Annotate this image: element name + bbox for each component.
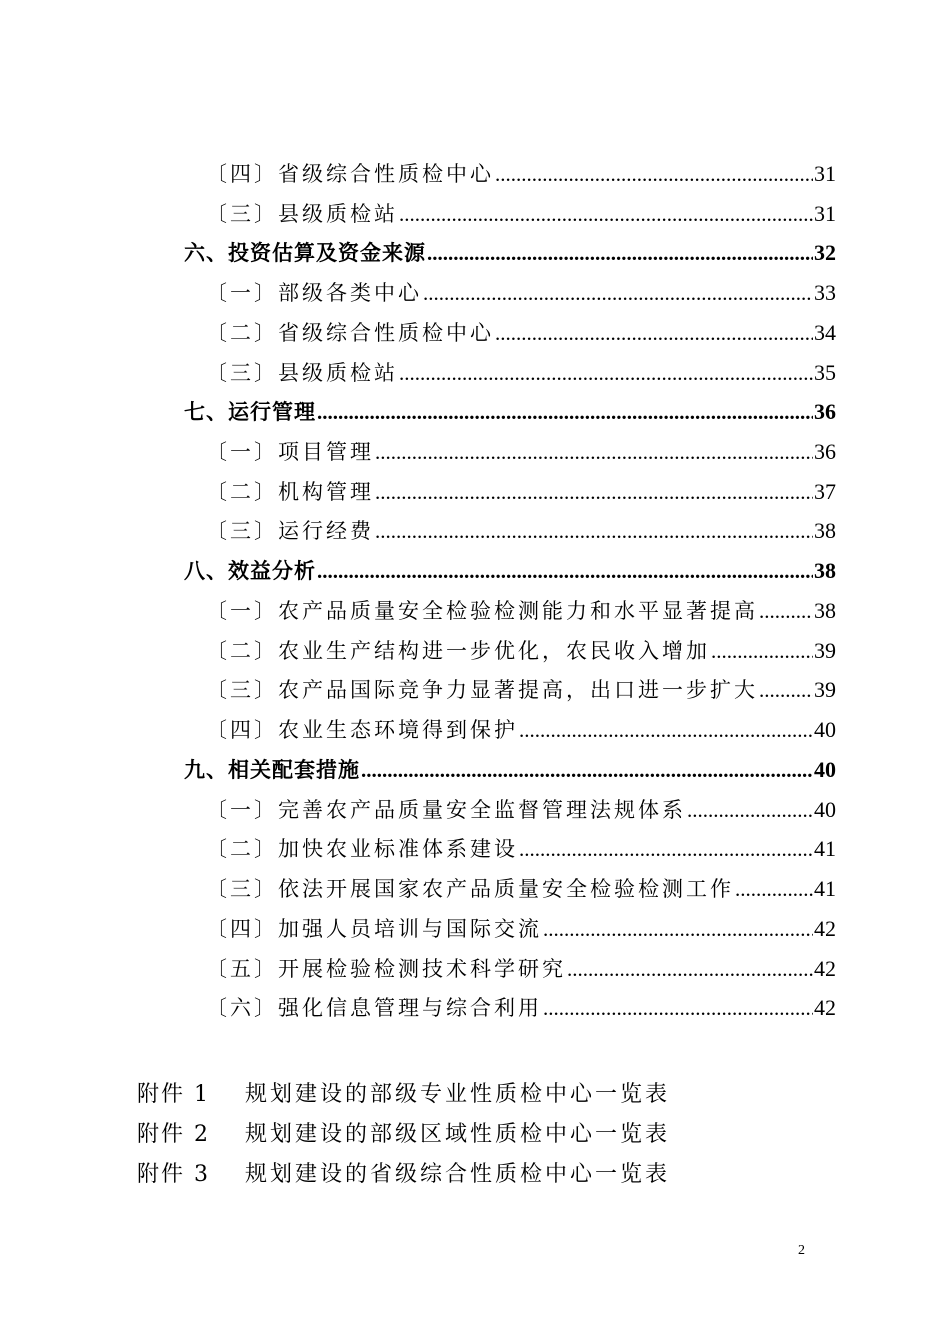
- attachment-title: 规划建设的部级区域性质检中心一览表: [245, 1122, 671, 1147]
- toc-entry-title: 〔四〕省级综合性质检中心: [206, 162, 494, 186]
- toc-dot-leader: [495, 321, 813, 345]
- toc-entry[interactable]: [206, 307, 836, 345]
- toc-entry[interactable]: [206, 148, 836, 186]
- toc-entry[interactable]: [206, 466, 836, 504]
- toc-entry[interactable]: [206, 426, 836, 464]
- toc-entry-title: 〔三〕县级质检站: [206, 202, 398, 226]
- attachment-item[interactable]: [137, 1148, 837, 1188]
- toc-entry[interactable]: [206, 625, 836, 663]
- toc-entry-title: 〔二〕加快农业标准体系建设: [206, 837, 518, 861]
- toc-section[interactable]: [184, 545, 836, 583]
- toc-entry[interactable]: [206, 784, 836, 822]
- toc-entry-page: 31: [814, 201, 836, 226]
- toc-entry-title: 〔三〕依法开展国家农产品质量安全检验检测工作: [206, 877, 734, 901]
- toc-section-title: 六、投资估算及资金来源: [184, 241, 426, 265]
- toc-dot-leader: [567, 957, 813, 981]
- toc-dot-leader: [519, 718, 813, 742]
- toc-section[interactable]: [184, 227, 836, 265]
- attachment-label: 附件 2: [137, 1122, 210, 1147]
- toc-entry-title: 〔一〕部级各类中心: [206, 281, 422, 305]
- toc-entry-title: 〔六〕强化信息管理与综合利用: [206, 996, 542, 1020]
- toc-entry-page: 42: [814, 995, 836, 1020]
- attachment-item[interactable]: [137, 1068, 837, 1108]
- toc-entry-page: 40: [814, 797, 836, 822]
- attachment-title: 规划建设的省级综合性质检中心一览表: [245, 1162, 671, 1187]
- toc-entry-title: 〔四〕加强人员培训与国际交流: [206, 917, 542, 941]
- toc-dot-leader: [519, 837, 813, 861]
- toc-dot-leader: [317, 400, 813, 424]
- toc-dot-leader: [375, 440, 813, 464]
- toc-section-page: 38: [814, 558, 836, 583]
- toc-entry[interactable]: [206, 347, 836, 385]
- toc-entry[interactable]: [206, 664, 836, 702]
- toc-section-page: 40: [814, 757, 836, 782]
- toc-section-title: 九、相关配套措施: [184, 758, 360, 782]
- attachment-label: 附件 1: [137, 1082, 210, 1107]
- toc-entry[interactable]: [206, 267, 836, 305]
- toc-section-page: 36: [814, 399, 836, 424]
- toc-entry-title: 〔一〕农产品质量安全检验检测能力和水平显著提高: [206, 599, 758, 623]
- toc-dot-leader: [427, 241, 813, 265]
- toc-entry-page: 31: [814, 161, 836, 186]
- toc-dot-leader: [399, 202, 813, 226]
- toc-section-title: 八、效益分析: [184, 559, 316, 583]
- toc-dot-leader: [495, 162, 813, 186]
- attachment-item[interactable]: [137, 1108, 837, 1148]
- toc-dot-leader: [543, 917, 813, 941]
- toc-entry-title: 〔三〕农产品国际竞争力显著提高，出口进一步扩大: [206, 678, 758, 702]
- toc-dot-leader: [375, 519, 813, 543]
- toc-entry[interactable]: [206, 903, 836, 941]
- toc-section[interactable]: [184, 744, 836, 782]
- toc-entry-page: 42: [814, 956, 836, 981]
- toc-entry-title: 〔二〕省级综合性质检中心: [206, 321, 494, 345]
- toc-entry[interactable]: [206, 943, 836, 981]
- toc-dot-leader: [423, 281, 813, 305]
- toc-dot-leader: [759, 599, 813, 623]
- toc-entry[interactable]: [206, 188, 836, 226]
- toc-entry-page: 38: [814, 518, 836, 543]
- toc-entry-title: 〔五〕开展检验检测技术科学研究: [206, 957, 566, 981]
- toc-entry-page: 35: [814, 360, 836, 385]
- toc-entry-page: 37: [814, 479, 836, 504]
- toc-section[interactable]: [184, 386, 836, 424]
- toc-dot-leader: [317, 559, 813, 583]
- toc-dot-leader: [361, 758, 813, 782]
- toc-dot-leader: [759, 678, 813, 702]
- toc-dot-leader: [687, 798, 813, 822]
- toc-entry-title: 〔一〕项目管理: [206, 440, 374, 464]
- toc-entry-title: 〔二〕机构管理: [206, 480, 374, 504]
- toc-entry-page: 39: [814, 677, 836, 702]
- toc-entry-page: 33: [814, 280, 836, 305]
- toc-dot-leader: [543, 996, 813, 1020]
- attachment-list: [137, 1068, 837, 1188]
- toc-entry-page: 34: [814, 320, 836, 345]
- toc-entry-title: 〔四〕农业生态环境得到保护: [206, 718, 518, 742]
- toc-entry-title: 〔三〕运行经费: [206, 519, 374, 543]
- toc-entry[interactable]: [206, 505, 836, 543]
- page-number: 2: [798, 1243, 805, 1258]
- attachment-title: 规划建设的部级专业性质检中心一览表: [245, 1082, 671, 1107]
- toc-entry[interactable]: [206, 704, 836, 742]
- attachment-label: 附件 3: [137, 1162, 210, 1187]
- toc-section-title: 七、运行管理: [184, 400, 316, 424]
- toc-entry-page: 38: [814, 598, 836, 623]
- toc-entry-page: 41: [814, 876, 836, 901]
- toc-entry[interactable]: [206, 585, 836, 623]
- toc-entry-page: 40: [814, 717, 836, 742]
- toc-entry-title: 〔二〕农业生产结构进一步优化，农民收入增加: [206, 639, 710, 663]
- toc-entry-page: 36: [814, 439, 836, 464]
- toc-entry-page: 39: [814, 638, 836, 663]
- toc-entry[interactable]: [206, 982, 836, 1020]
- toc-entry-page: 41: [814, 836, 836, 861]
- toc-dot-leader: [735, 877, 813, 901]
- toc-entry-title: 〔三〕县级质检站: [206, 361, 398, 385]
- toc-dot-leader: [399, 361, 813, 385]
- toc-entry[interactable]: [206, 823, 836, 861]
- toc-entry-title: 〔一〕完善农产品质量安全监督管理法规体系: [206, 798, 686, 822]
- toc-section-page: 32: [814, 240, 836, 265]
- toc-dot-leader: [711, 639, 813, 663]
- toc-dot-leader: [375, 480, 813, 504]
- toc-entry-page: 42: [814, 916, 836, 941]
- toc-entry[interactable]: [206, 863, 836, 901]
